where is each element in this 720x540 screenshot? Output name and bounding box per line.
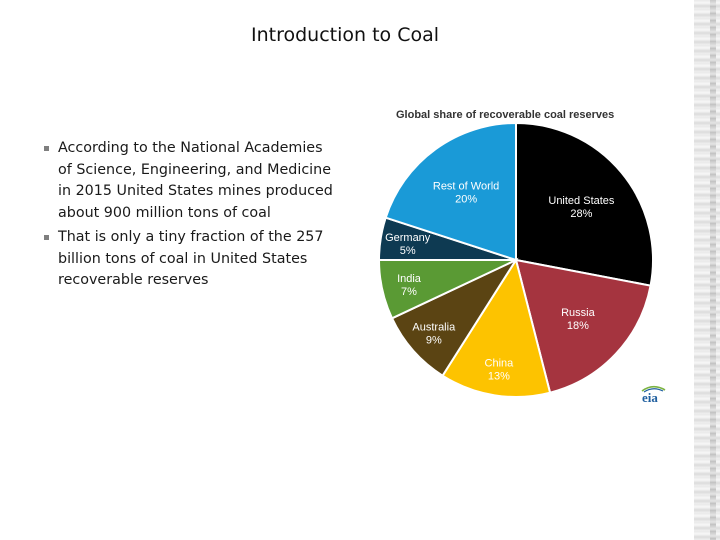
slice-value-rest-of-world: 20%: [455, 193, 478, 206]
eia-logo: [639, 384, 669, 404]
slide-title: Introduction to Coal: [250, 24, 440, 46]
bullet-item: [42, 138, 334, 224]
chart-title: Global share of recoverable coal reserves: [396, 109, 615, 121]
slice-label-india: India: [397, 272, 421, 285]
bullet-square-icon: [44, 235, 49, 240]
slice-label-united-states: United States: [548, 194, 615, 207]
bullet-item: [42, 227, 334, 292]
bullet-list: [42, 138, 334, 295]
slice-label-australia: Australia: [412, 321, 456, 334]
slice-label-rest-of-world: Rest of World: [432, 180, 500, 193]
bullet-text: According to the National Academies of Science, Engineering, and Medicine in 2015 United States mines produced about 900 million tons of coal: [58, 140, 333, 221]
slice-label-china: China: [484, 357, 514, 370]
slice-value-australia: 9%: [425, 334, 442, 347]
bullet-text: That is only a tiny fraction of the 257 billion tons of coal in United States recoverable reserves: [58, 229, 324, 288]
slice-value-russia: 18%: [566, 320, 589, 333]
right-edge-decoration: [694, 0, 720, 540]
bullet-square-icon: [44, 146, 49, 151]
pie-chart: [374, 106, 670, 410]
slice-label-germany: Germany: [385, 231, 431, 244]
slice-label-russia: Russia: [561, 307, 595, 320]
slice-value-china: 13%: [487, 370, 510, 383]
slice-value-germany: 5%: [399, 244, 416, 257]
slice-value-india: 7%: [401, 285, 417, 298]
right-edge-stripe: [710, 0, 716, 540]
slice-value-united-states: 28%: [570, 207, 593, 220]
eia-logo-text: eia: [642, 390, 658, 404]
pie-chart-svg: [374, 106, 670, 410]
